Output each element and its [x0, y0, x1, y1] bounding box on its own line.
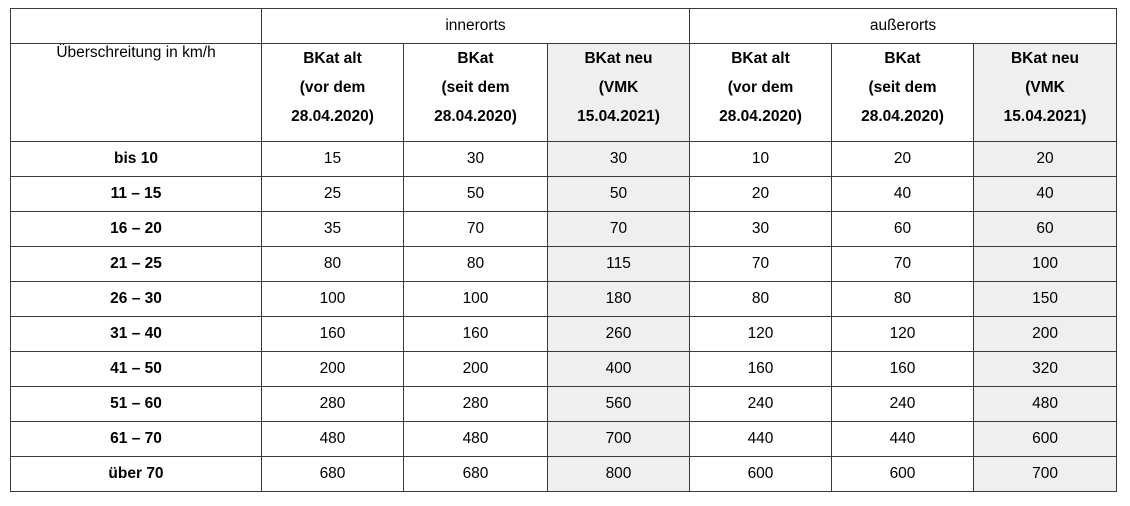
fine-cell: 280: [262, 387, 404, 422]
column-header-line: (seit dem: [441, 79, 510, 96]
fine-cell: 50: [404, 177, 548, 212]
fine-cell: 180: [548, 282, 690, 317]
row-label: 26 – 30: [11, 282, 262, 317]
column-header-line: 15.04.2021): [577, 108, 660, 125]
fine-cell: 80: [404, 247, 548, 282]
row-label: 21 – 25: [11, 247, 262, 282]
fine-cell: 320: [974, 352, 1117, 387]
fine-cell: 100: [262, 282, 404, 317]
column-header-line: (vor dem: [727, 79, 794, 96]
table-row: [11, 212, 1117, 247]
table-body: [11, 142, 1117, 492]
fines-table: [10, 8, 1117, 492]
fine-cell: 120: [690, 317, 832, 352]
column-header-line: 28.04.2020): [291, 108, 374, 125]
table-row: [11, 422, 1117, 457]
fine-cell: 240: [690, 387, 832, 422]
column-header-line: 28.04.2020): [861, 108, 944, 125]
column-header-line: (VMK: [1025, 79, 1065, 96]
fine-cell: 200: [262, 352, 404, 387]
fine-cell: 480: [974, 387, 1117, 422]
table-row: [11, 387, 1117, 422]
fine-cell: 280: [404, 387, 548, 422]
row-label: über 70: [11, 457, 262, 492]
column-header-line: 28.04.2020): [719, 108, 802, 125]
fine-cell: 15: [262, 142, 404, 177]
fine-cell: 600: [832, 457, 974, 492]
row-label: bis 10: [11, 142, 262, 177]
corner-cell: [11, 9, 262, 44]
fine-cell: 800: [548, 457, 690, 492]
group-header-row: [11, 9, 1117, 44]
fine-cell: 30: [404, 142, 548, 177]
fine-cell: 160: [690, 352, 832, 387]
column-header: [262, 44, 404, 142]
column-header-line: BKat: [457, 50, 494, 67]
column-header-line: 15.04.2021): [1003, 108, 1087, 125]
column-header: [690, 44, 832, 142]
fine-cell: 20: [832, 142, 974, 177]
fine-cell: 70: [832, 247, 974, 282]
row-label: 31 – 40: [11, 317, 262, 352]
table-row: [11, 142, 1117, 177]
fine-cell: 80: [690, 282, 832, 317]
table-row: [11, 247, 1117, 282]
fine-cell: 115: [548, 247, 690, 282]
fine-cell: 480: [262, 422, 404, 457]
fine-cell: 680: [404, 457, 548, 492]
table-row: [11, 457, 1117, 492]
column-header: [832, 44, 974, 142]
fine-cell: 600: [974, 422, 1117, 457]
fine-cell: 70: [690, 247, 832, 282]
fine-cell: 600: [690, 457, 832, 492]
fine-cell: 700: [974, 457, 1117, 492]
fine-cell: 560: [548, 387, 690, 422]
column-header: [404, 44, 548, 142]
fine-cell: 200: [404, 352, 548, 387]
row-label: 41 – 50: [11, 352, 262, 387]
fine-cell: 80: [832, 282, 974, 317]
column-header-line: BKat alt: [731, 50, 790, 67]
fine-cell: 40: [832, 177, 974, 212]
fine-cell: 20: [974, 142, 1117, 177]
row-label: 16 – 20: [11, 212, 262, 247]
column-header-line: BKat neu: [584, 50, 653, 67]
fine-cell: 30: [690, 212, 832, 247]
fine-cell: 100: [404, 282, 548, 317]
row-label: 11 – 15: [11, 177, 262, 212]
row-label: 61 – 70: [11, 422, 262, 457]
fine-cell: 60: [832, 212, 974, 247]
group-innerorts: innerorts: [262, 9, 690, 44]
table-row: [11, 282, 1117, 317]
fine-cell: 80: [262, 247, 404, 282]
fine-cell: 60: [974, 212, 1117, 247]
fine-cell: 260: [548, 317, 690, 352]
fine-cell: 120: [832, 317, 974, 352]
fine-cell: 160: [832, 352, 974, 387]
fine-cell: 100: [974, 247, 1117, 282]
fine-cell: 70: [548, 212, 690, 247]
column-header-line: (seit dem: [868, 79, 937, 96]
row-label: 51 – 60: [11, 387, 262, 422]
column-header-line: (VMK: [598, 79, 639, 96]
fine-cell: 70: [404, 212, 548, 247]
group-ausserorts: außerorts: [690, 9, 1117, 44]
fine-cell: 680: [262, 457, 404, 492]
column-header: [548, 44, 690, 142]
column-header: [974, 44, 1117, 142]
column-header-line: 28.04.2020): [434, 108, 517, 125]
column-header-row: [11, 44, 1117, 142]
table-row: [11, 317, 1117, 352]
fine-cell: 20: [690, 177, 832, 212]
fine-cell: 150: [974, 282, 1117, 317]
fine-cell: 25: [262, 177, 404, 212]
fine-cell: 240: [832, 387, 974, 422]
fine-cell: 10: [690, 142, 832, 177]
fine-cell: 160: [262, 317, 404, 352]
fine-cell: 400: [548, 352, 690, 387]
fine-cell: 35: [262, 212, 404, 247]
column-header-line: BKat: [884, 50, 921, 67]
table-row: [11, 352, 1117, 387]
fine-cell: 30: [548, 142, 690, 177]
column-header-line: (vor dem: [299, 79, 366, 96]
fine-cell: 50: [548, 177, 690, 212]
fine-cell: 440: [690, 422, 832, 457]
column-header-line: BKat alt: [303, 50, 362, 67]
fine-cell: 160: [404, 317, 548, 352]
column-header-line: BKat neu: [1010, 50, 1080, 67]
table-row: [11, 177, 1117, 212]
fine-cell: 700: [548, 422, 690, 457]
fine-cell: 200: [974, 317, 1117, 352]
fine-cell: 440: [832, 422, 974, 457]
fine-cell: 480: [404, 422, 548, 457]
row-header-label: Überschreitung in km/h: [11, 44, 262, 142]
fine-cell: 40: [974, 177, 1117, 212]
